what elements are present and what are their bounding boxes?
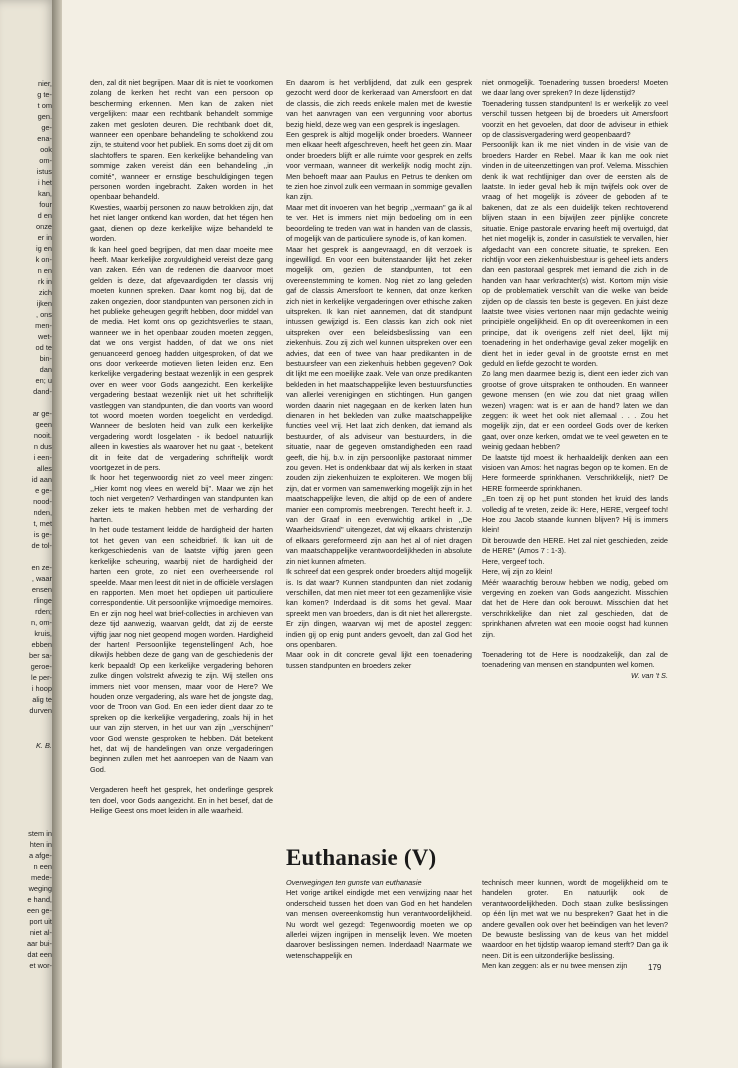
previous-page-text-fragment: od te: [35, 343, 52, 352]
paragraph: Maar met dit invoeren van het begrip ,,vermaan'' ga ik al te ver. Het is immers niet mijn bedoeling om in een beoordeling te treden van wat in handen van de classis, of mogelijk van de particuliere synode is, of kan komen.: [286, 202, 472, 244]
previous-page-text-fragment: hten in: [29, 840, 52, 849]
previous-page-text-fragment: stem in: [28, 829, 52, 838]
previous-page-text-fragment: rlinge: [33, 596, 52, 605]
paragraph: Het vorige artikel eindigde met een verwijzing naar het onderscheid tussen het doen van God en het handelen van mensen overeenkomstig hun verantwoordelijkheid. Nu wordt wel gezegd: Tegenwoordig moeten we op allerlei wijzen ingrijpen in menselijk leven. We moeten daarover beslissingen nemen. Inderdaad! Naarmate we wetenschappelijk en: [286, 888, 472, 960]
paragraph: In het oude testament leidde de hardigheid der harten tot het geven van een scheidbrief. Ik kan uit de kerkgeschiedenis van de laatste vijftig jaren geen kerkelijke scheuring, waarbij niet de hardigheid der harten een grote, zo niet een overheersende rol speelde. Maar men leest dit niet in de officiële verslagen en rapporten. Men moet het opdiepen uit particuliere correspondentie. Uit persoonlijke vrijmoedige memoires. En er zijn nog heel wat brief-collecties in archieven van deze tijd aanwezig, waarvan geldt, dat zij de eerste vijftig jaar nog niet geopend mogen worden. Hardigheid der harten! Persoonlijke tegenstellingen! Ach, hoe dikwijls hebben deze de gang van de geschiedenis der kerk bepaald! Op een kerkelijke vergadering behoren zulke dingen volstrekt afwezig te zijn. Wij stellen ons immers niet voor mensen, maar voor de Here? We houden onze vergadering, als ware het de jongste dag, voor de Troon van God. En een ieder dient daar zo te spreken op die kerkelijke vergadering, zoals hij in het uur van zijn sterven, in het uur van zijn ,,verschijnen'' voor God wenste gesproken te hebben. Dát betekent het, dat wij de handelingen van onze vergaderingen beginnen zullen met het aanroepen van de Naam van God.: [90, 525, 273, 774]
previous-page-text-fragment: men-: [35, 321, 52, 330]
previous-page-text-fragment: et wor-: [29, 961, 52, 970]
previous-page-text-fragment: i het: [38, 178, 52, 187]
previous-page-text-fragment: ber sa-: [28, 651, 52, 660]
previous-page-text-fragment: , waar: [31, 574, 52, 583]
paragraph: Ik kan heel goed begrijpen, dat men daar moeite mee heeft. Maar kerkelijke zorgvuldigheid vereist deze gang van zaken. Eén van de redenen die daarvoor moet gelden is deze, dat afgevaardigden ter classis vrij moeten kunnen spreken. Daar komt nog bij, dat de zaken ongezien, door standpunten van personen zich in het publieke geheugen gegrift hebben, door middel van de media. Het komt ons op gezichtsverlies te staan, wanneer we in het openbaar zouden moeten zeggen, dat we ons vergist hadden, of dat we ons niet genuanceerd genoeg hadden uitgesproken, of dat we ons door verkeerde motieven lieten leiden enz. Een kerkelijke vergadering bestaat wezenlijk in een gesprek over en weer voor Gods aangezicht. Een kerkelijke vergadering bestaat wezenlijk niet uit het schriftelijk vastleggen van standpunten, die dan voorts van woord tot woord moeten worden toegelicht en verdedigd. Wanneer de besloten heid van zulk een kerkelijke vergadering wordt losgelaten - ik bedoel natuurlijk alleen in kwesties als waarover het nu gaat -, betekent dit in feite dat de vergadering schriftelijk wordt voortgezet in de pers.: [90, 244, 273, 473]
paragraph: Vergaderen heeft het gesprek, het onderlinge gesprek ten doel, voor Gods aangezicht. En in het besef, dat de Heilige Geest ons moet leiden in alle waarheid.: [90, 785, 273, 816]
paragraph: Een gesprek is altijd mogelijk onder broeders. Wanneer men elkaar heeft afgeschreven, heeft het geen zin. Maar onder broeders blijft er alle ruimte voor gesprek en zelfs voor vermaan, wanneer dit werkelijk nodig mocht zijn. Men behoeft maar aan Paulus en Petrus te denken om te zien hoe zinvol zulk een vermaan in sommige gevallen kan zijn.: [286, 130, 472, 202]
previous-page-text-fragment: rden;: [35, 607, 52, 616]
paragraph: Toenadering tot de Here is noodzakelijk, dan zal de toenadering van mensen en standpunten wel komen.: [482, 649, 668, 670]
previous-page-text-fragment: d en: [37, 211, 52, 220]
previous-page-text-fragment: i een-: [33, 453, 52, 462]
previous-page-text-fragment: is ge-: [33, 530, 52, 539]
paragraph: ,,En toen zij op het punt stonden het kruid des lands volledig af te vreten, zeide ik: Here, HERE, vergeef toch! Hoe zou Jacob staande kunnen blijven? Hij is immers klein!: [482, 494, 668, 535]
previous-page-text-fragment: i hoop: [31, 684, 52, 693]
paragraph: Persoonlijk kan ik me niet vinden in de visie van de broeders Harder en Rebel. Maar ik kan me ook niet vinden in de uiteenzettingen van prof. Velema. Misschien denk ik wat rechtlijniger dan over de eersten als de laatste. In ieder geval heb ik mijn twijfels ook over de vraag of het mogelijk is zóveer de geboden af te bakenen, dat ze als een duidelijk teken rechtoverend blijven staan in een bijwijlen zeer pijnlijke concrete situatie. Enige pastorale ervaring heeft mij overtuigd, dat het niet mogelijk is, zonder in casuïstiek te vervallen, hier afgedacht van een concrete situatie, te spreken. Een richtlijn voor een ziekenhuisbestuur is geheel iets anders dan een pastoraal gesprek met iemand die zich in de handen van haar verkrachter(s) wist. Kortom mijn visie op de problematiek verschilt van die welke van beide zijden op de classis ten beste is gegeven. En juist deze laatste twee visies vertonen naar mijn gedachte weinig principiële ongelijkheid. En op dit overeenkomen in een principe, dat ik overigens zelf niet deel, lijkt mij toenadering in het onderhavige geval zeker mogelijk en dient het in ieder geval in de grootste ernst en met geduld en liefde gezocht te worden.: [482, 140, 668, 368]
previous-page-text-fragment: durven: [29, 706, 52, 715]
previous-page-text-fragment: er in: [37, 233, 52, 242]
column-3: [482, 78, 668, 681]
previous-page-text-fragment: wet-: [38, 332, 52, 341]
page-number: 179: [648, 963, 662, 972]
previous-page-text-fragment: dan: [39, 365, 52, 374]
article-subtitle: Overwegingen ten gunste van euthanasie: [286, 878, 422, 887]
previous-page-text-fragment: bin-: [39, 354, 52, 363]
previous-page-text-fragment: t om: [37, 101, 52, 110]
previous-page-text-fragment: g te-: [37, 90, 52, 99]
previous-page-text-fragment: kan,: [38, 189, 52, 198]
previous-page-text-fragment: a afge-: [28, 851, 52, 860]
previous-page-text-fragment: mede-: [31, 873, 52, 882]
previous-page-text-fragment: aar bui-: [26, 939, 52, 948]
paragraph: Ik hoor het tegenwoordig niet zo veel meer zingen: ,,Hier komt nog vlees en wereld bij''. Maar we zijn het toch niet vergeten? Verhardingen van standpunten kan zeker iets te maken hebben met de verharding der harten.: [90, 473, 273, 525]
paragraph: niet onmogelijk. Toenadering tussen broeders! Moeten we daar lang over spreken? In deze lijdenstijd?: [482, 78, 668, 98]
paragraph: Here, wij zijn zo klein!: [482, 567, 553, 577]
previous-page-text-fragment: K. B.: [35, 741, 52, 750]
paragraph: Here, vergeef toch.: [482, 556, 545, 566]
author-signature: W. van 't S.: [630, 670, 668, 680]
previous-page-text-fragment: ar ge-: [32, 409, 52, 418]
previous-page-text-fragment: nooit.: [33, 431, 52, 440]
paragraph: En daarom is het verblijdend, dat zulk een gesprek gezocht werd door de kerkeraad van Amersfoort en dat de classis, die zich reeds enkele malen met de kwestie van het aanvragen van een vergunning voor abortus bezig hield, deze weg van een gesprek is ingeslagen.: [286, 78, 472, 129]
article2-column-left: [286, 878, 472, 961]
previous-page-text-fragment: id aan: [31, 475, 52, 484]
column-1: [90, 78, 273, 816]
previous-page-text-fragment: nier,: [38, 79, 52, 88]
previous-page-text-fragment: alles: [36, 464, 52, 473]
previous-page-text-fragment: niet al-: [29, 928, 52, 937]
paragraph: technisch meer kunnen, wordt de mogelijkheid om te handelen groter. En natuurlijk ook de verantwoordelijkheden. Doch staan zulke beslissingen op één lijn met wat we nu bespreken? Gaat het in die andere gevallen ook over het beëindigen van het leven? De bewuste beslissing van de keus van het middel waardoor en het tijdstip waarop iemand sterft? Dan ga ik neen. Dit is een uitzonderlijke beslissing. Men kan zeggen: als er nu twee mensen zijn: [482, 878, 668, 971]
paragraph: den, zal dit niet begrijpen. Maar dit is niet te voorkomen zolang de kerken het recht van een persoon op bescherming erkennen. Men kan de zaken niet vergelijken: maar een rechtbank behandelt sommige zaken met gesloten deuren. Die rechtbank doet dit, wanneer een openbare behandeling te schokkend zou zijn, te stuitend voor het publiek. En soms doet zij dit om slachtoffers te sparen. Een kerkelijke behandeling van sommige zaken vereist dán een behandeling ,,in comité'', wanneer er ernstige beschuldigingen tegen personen worden ingebracht. Zaken worden in het openbaar behandeld.: [90, 78, 273, 202]
previous-page-text-fragment: ijken: [36, 299, 52, 308]
previous-page-text-fragment: en; u: [35, 376, 52, 385]
previous-page-text-fragment: four: [39, 200, 52, 209]
previous-page-text-fragment: kruis,: [34, 629, 52, 638]
previous-page-text-fragment: gen.: [37, 112, 52, 121]
paragraph: Ik schreef dat een gesprek onder broeders altijd mogelijk is. Is dat waar? Kunnen standpunten dan niet zodanig verschillen, dat men niet meer tot een gezamenlijke visie kan komen? Inderdaad is dit soms het geval. Maar spreekt men van broeders, dan is dit niet het allerergste. Er zijn dingen, waarvan wij met de apostel zeggen: indien gij op enig punt anders gevoelt, dan zal God het ons openbaren.: [286, 567, 472, 649]
paragraph: De laatste tijd moest ik herhaaldelijk denken aan een visioen van Amos: het nagras begon op te komen. En de Here formeerde sprinkhanen. Verschrikkelijk, niet? De HERE formeerde sprinkhanen.: [482, 452, 668, 493]
previous-page-text-fragment: k on-: [35, 255, 52, 264]
previous-page-text-fragment: ebben: [31, 640, 52, 649]
previous-page-text-fragment: zich: [38, 288, 52, 297]
previous-page-text-fragment: nden,: [33, 508, 52, 517]
previous-page-text-fragment: n, om-: [31, 618, 52, 627]
previous-page-text-fragment: , ons: [35, 310, 52, 319]
previous-page-edge: [0, 0, 56, 1068]
previous-page-text-fragment: weging: [28, 884, 52, 893]
previous-page-text-fragment: en ze-: [31, 563, 52, 572]
previous-page-text-fragment: nood-: [33, 497, 52, 506]
previous-page-text-fragment: ensen: [31, 585, 52, 594]
paragraph: Toenadering tussen standpunten! Is er werkelijk zo veel verschil tussen hetgeen bij de broeders uit Amersfoort voorzit en het gevoelen, dat door de adviseur in ethiek op de classisvergadering werd geopenbaard?: [482, 98, 668, 140]
previous-page-text-fragment: ena-: [37, 134, 52, 143]
previous-page-text-fragment: rk in: [38, 277, 52, 286]
previous-page-text-fragment: e ge-: [35, 486, 52, 495]
previous-page-text-fragment: le per-: [31, 673, 52, 682]
previous-page-text-fragment: onze: [35, 222, 52, 231]
paragraph: Kwesties, waarbij personen zo nauw betrokken zijn, dat het niet langer ontkend kan worden, dat het tégen hen gaat, dienen op deze kerkelijke wijze behandeld te worden.: [90, 202, 273, 244]
previous-page-text-fragment: n en: [37, 266, 52, 275]
previous-page-text-fragment: t, met: [33, 519, 52, 528]
previous-page-text-fragment: de tol-: [31, 541, 52, 550]
paragraph: Maar het gesprek is aangevraagd, en dit verzoek is ingewilligd. En voor een buitenstaander lijkt het zeker mogelijk om, gezien de standpunten, tot een overeenstemming te komen. Nog niet zo lang geleden gaf de classis Amersfoort te kennen, dat onze kerken zich niet in kerkelijke vergaderingen over ethische zaken uitspreken. Ik kan niet aannemen, dat dit standpunt intussen gewijzigd is. Een classis kan zich ook niet uitspreken over een beleidsbeslissing van een ziekenhuis. Zou zij zich wel kunnen uitspreken over een advies, dat een of twee van haar predikanten in de bestuursfeer van een ziekenhuis hebben gegeven? Ook dit lijkt me een moeilijke zaak. Vele van onze predikanten bekleden in het maatschappelijke leven bestuursfuncties van allerlei verenigingen en stichtingen. Hun gangen worden daarin niet nagegaan en de kerken laten hun dienaren in het bekleden van zulke maatschappelijke functies veel vrij. Het laat zich denken, dat iemand als bestuurder, of als adviseur van bestuurders, in die situatie, naar de gegeven omstandigheden een raad geeft, die hij, b.v. in zijn persoonlijke pastoraat nimmer zou geven. Het is ondenkbaar dat wij als kerken in staat zouden zijn ziekenhuizen te exploiteren. We mogen blij zijn, dat er vormen van samenwerking mogelijk zijn in het maatschappelijke leven, die altijd op de een of andere manier een compromis meebrengen. Terecht heeft ir. J. van der Graaf in een evenwichtig artikel in ,,De Waarheidsvriend'' uitengezet, dat wij elkaars christenzijn of elkaars gereformeerd zijn aan het al of niet dragen van maatschappelijke verantwoordelijkheden in absolute zin niet kunnen afmeten.: [286, 244, 472, 566]
previous-page-text-fragment: istus: [36, 167, 52, 176]
paragraph: Maar ook in dit concrete geval lijkt een toenadering tussen standpunten en broeders zeker: [286, 650, 472, 670]
paragraph: Dit berouwde den HERE. Het zal niet geschieden, zeide de HERE'' (Amos 7 : 1-3).: [482, 535, 668, 556]
previous-page-text-fragment: n een: [33, 862, 52, 871]
previous-page-text-fragment: ig en: [35, 244, 52, 253]
column-2: [286, 78, 472, 671]
article-title: Euthanasie (V): [286, 845, 437, 870]
previous-page-text-fragment: alig te: [32, 695, 52, 704]
article2-column-right: [482, 878, 668, 972]
previous-page-text-fragment: n dus: [33, 442, 52, 451]
previous-page-text-fragment: om-: [39, 156, 52, 165]
previous-page-text-fragment: port uit: [29, 917, 52, 926]
previous-page-text-fragment: dand-: [33, 387, 52, 396]
previous-page-text-fragment: een ge-: [26, 906, 52, 915]
paragraph: Méér waarachtig berouw hebben we nodig, gebed om vergeving en zoeken van Gods aangezicht. Misschien dat het de Here dan ook berouwt. Misschien dat het verschrikkelijke dan niet zal geschieden, dat de sprinkhanen afvreten wat een mooie oogst had kunnen zijn.: [482, 577, 668, 639]
previous-page-text-fragment: geroe-: [30, 662, 52, 671]
page-gutter: [52, 0, 62, 1068]
previous-page-text-fragment: ge-: [41, 123, 52, 132]
previous-page-text-fragment: e hand,: [27, 895, 52, 904]
paragraph: Zo lang men daarmee bezig is, dient een ieder zich van grootse of grove uitspraken te onthouden. En wanneer gewone mensen (en wie zou dat niet graag willen wezen) vragen: wat is er aan de hand? laten we dan zeggen: ik weet het ook niet allemaal . . . Zou het mogelijk zijn, dat er een oordeel Gods over de kerken gaat, over onze kerken, omdat we te veel geweten en te weinig gedaan hebben?: [482, 369, 668, 452]
previous-page-text-fragment: dat een: [27, 950, 52, 959]
previous-page-text-fragment: geen: [35, 420, 52, 429]
previous-page-text-fragment: ook: [40, 145, 52, 154]
